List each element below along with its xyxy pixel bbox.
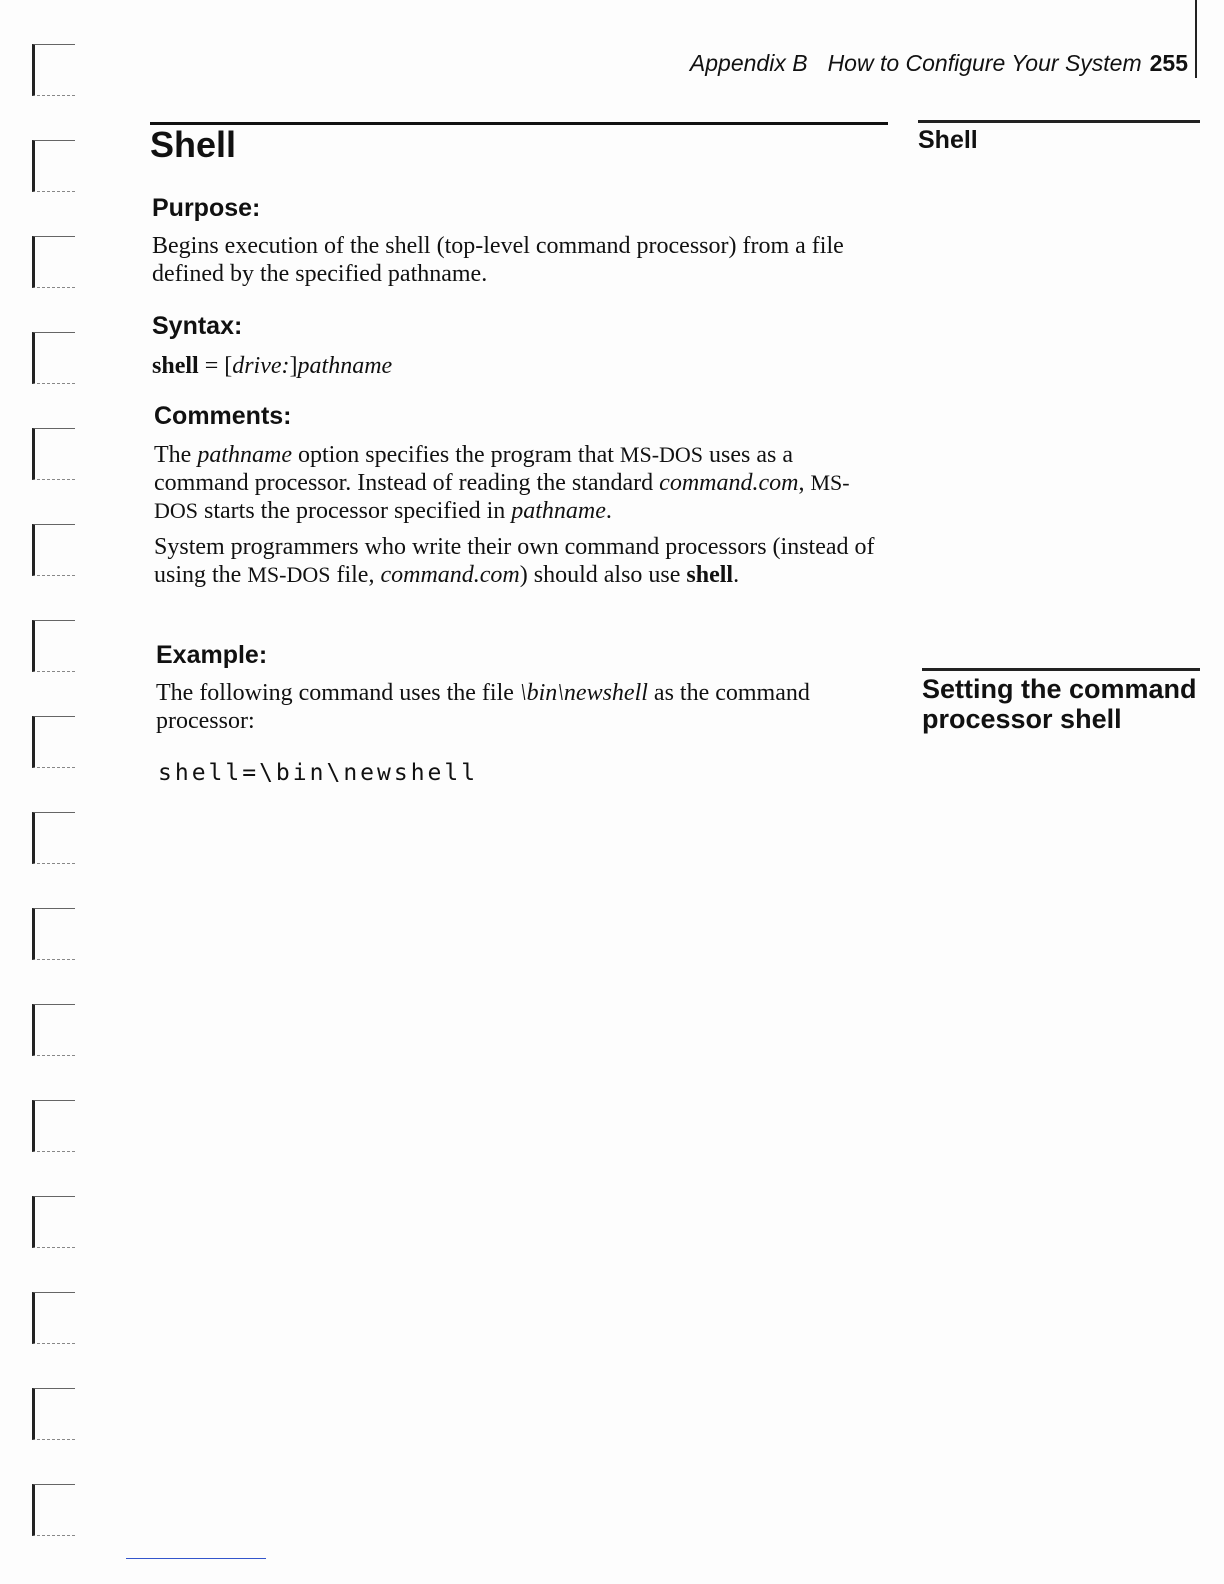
comments-heading: Comments: [154,402,292,430]
text-run: as the command processor: [156,680,810,734]
text-run: The following command uses the file [156,680,520,706]
syntax-equals: = [ [198,353,233,379]
syntax-keyword: shell [152,353,199,379]
text-run: starts the processor specified in [198,498,512,524]
text-run: file, [330,562,381,588]
text-run: System programmers who write their own command processors (instead of using the [154,534,875,588]
margin-note: Setting the command processor shell [922,674,1197,734]
example-heading: Example: [156,641,268,669]
binding-mark [32,524,75,576]
margin-note: Shell [918,126,978,154]
syntax-bracket: ] [289,353,298,379]
text-run: MS-DOS [619,442,704,467]
binding-mark [32,1100,75,1152]
comments-paragraph-2 [154,533,884,589]
text-run: MS-DOS [154,470,850,523]
text-run: pathname [511,498,606,524]
title-rule [150,122,888,125]
binding-mark [32,620,75,672]
text-run: \bin\newshell [519,680,648,706]
example-text [156,679,891,735]
appendix-label: Appendix B [689,50,808,76]
binding-mark [32,1004,75,1056]
binding-mark [32,1388,75,1440]
margin-rule [918,120,1200,123]
text-run: uses as a command processor. Instead of reading the standard [154,442,794,496]
text-run: command.com [380,562,520,588]
page-number: 255 [1149,50,1188,76]
syntax-pathname: pathname [297,353,393,379]
comments-paragraph-1 [154,441,892,525]
binding-mark [32,1292,75,1344]
text-run: pathname [197,442,292,468]
text-run: The [154,442,198,468]
binding-mark [32,812,75,864]
text-run: ) should also use [519,562,687,588]
margin-rule [922,668,1200,671]
binding-mark [32,428,75,480]
text-run: shell [686,562,734,588]
text-run: , [798,470,811,496]
page-title: Shell [150,124,237,165]
page-edge-rule [1195,0,1197,78]
syntax-line [152,352,892,380]
purpose-text: Begins execution of the shell (top-level command processor) from a file defined by the specified pathname. [152,233,844,287]
binding-mark [32,1484,75,1536]
binding-mark [32,908,75,960]
binding-mark [32,332,75,384]
syntax-heading: Syntax: [152,312,243,340]
binding-mark [32,716,75,768]
text-run: option specifies the program that [291,442,620,468]
text-run: . [733,562,740,588]
text-run: . [605,498,612,524]
bottom-rule [126,1558,266,1559]
running-head [660,50,1188,77]
binding-mark [32,140,75,192]
binding-mark [32,1196,75,1248]
binding-mark [32,44,75,96]
purpose-heading: Purpose: [152,194,261,222]
syntax-drive: drive: [232,353,290,379]
text-run: command.com [659,470,799,496]
chapter-title: How to Configure Your System [827,50,1142,76]
example-code: shell=\bin\newshell [158,760,479,786]
text-run: MS-DOS [247,562,331,587]
binding-mark [32,236,75,288]
